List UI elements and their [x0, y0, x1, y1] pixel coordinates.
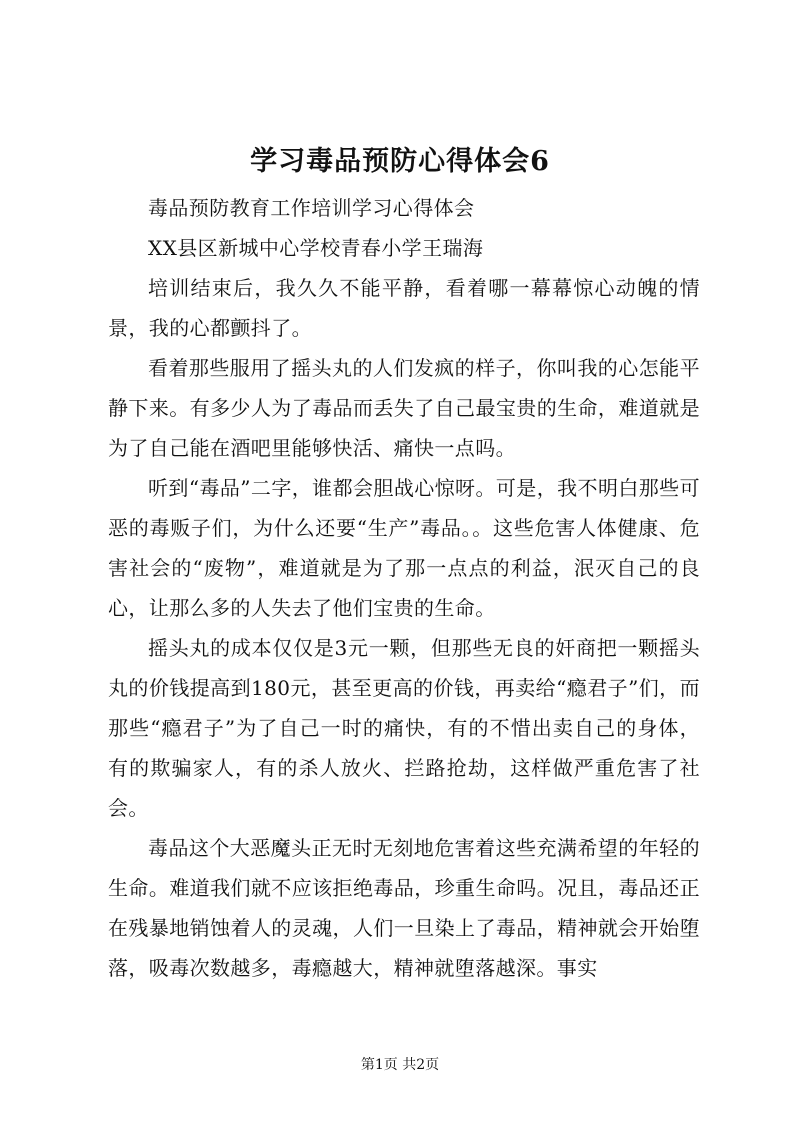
page-footer: 第1页 共2页: [360, 1057, 440, 1073]
paragraph-5: 毒品这个大恶魔头正无时无刻地危害着这些充满希望的年轻的生命。难道我们就不应该拒绝毒品，珍重生命吗。况且，毒品还正在残暴地销蚀着人的灵魂，人们一旦染上了毒品，精神就会开始堕落，吸毒次数越多，毒瘾越大，精神就堕落越深。事实: [108, 836, 700, 980]
paragraph-4: 摇头丸的成本仅仅是3元一颗，但那些无良的奸商把一颗摇头丸的价钱提高到180元，甚至更高的价钱，再卖给“瘾君子”们，而那些“瘾君子”为了自己一时的痛快，有的不惜出卖自己的身体，有的欺骗家人，有的杀人放火、拦路抢劫，这样做严重危害了社会。: [108, 636, 700, 820]
document-author: XX县区新城中心学校青春小学王瑞海: [148, 236, 484, 260]
paragraph-3: 听到“毒品”二字，谁都会胆战心惊呀。可是，我不明白那些可恶的毒贩子们，为什么还要“生产”毒品。。这些危害人体健康、危害社会的“废物”，难道就是为了那一点点的利益，泯灭自己的良心，让那么多的人失去了他们宝贵的生命。: [108, 476, 700, 620]
document-subtitle: 毒品预防教育工作培训学习心得体会: [148, 196, 475, 220]
paragraph-2: 看着那些服用了摇头丸的人们发疯的样子，你叫我的心怎能平静下来。有多少人为了毒品而丢失了自己最宝贵的生命，难道就是为了自己能在酒吧里能够快活、痛快一点吗。: [108, 356, 700, 460]
paragraph-1: 培训结束后，我久久不能平静，看着哪一幕幕惊心动魄的情景，我的心都颤抖了。: [108, 276, 700, 340]
document-title: 学习毒品预防心得体会6: [250, 146, 550, 177]
document-body: [108, 188, 700, 988]
